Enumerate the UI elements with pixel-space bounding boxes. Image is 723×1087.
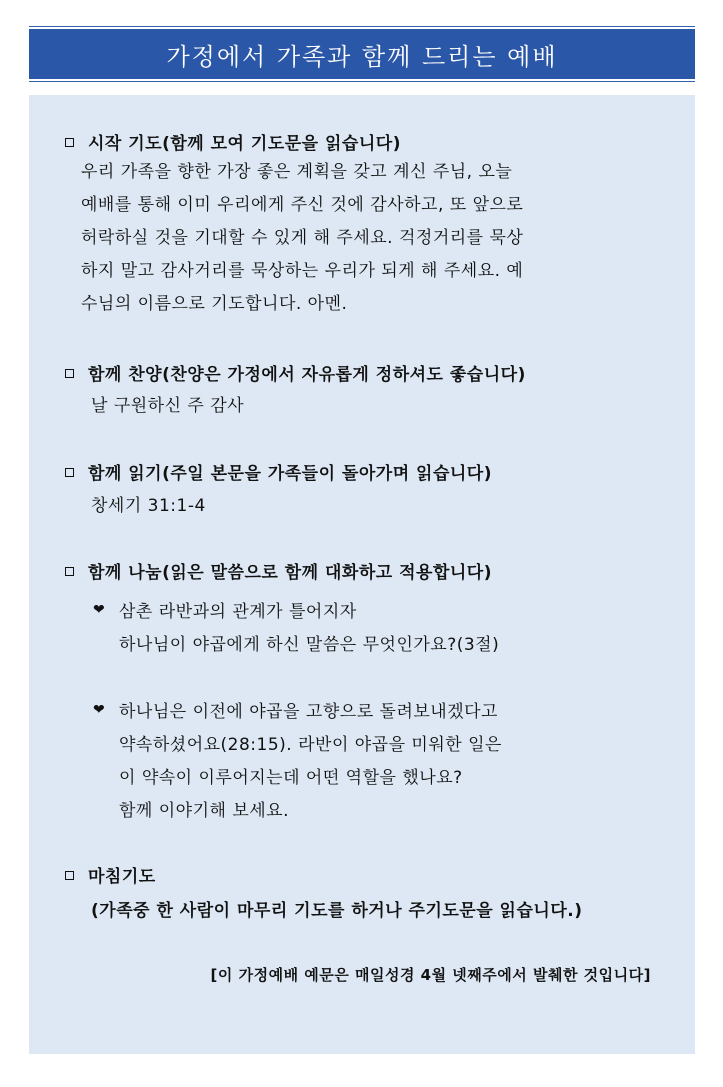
page-title: 가정에서 가족과 함께 드리는 예배 xyxy=(166,42,558,71)
opening-line-1: 우리 가족을 향한 가장 좋은 계획을 갖고 계신 주님, 오늘 xyxy=(81,162,513,182)
checkbox-icon xyxy=(65,871,74,880)
content-panel xyxy=(29,95,695,1054)
opening-line-2: 예배를 통해 이미 우리에게 주신 것에 감사하고, 또 앞으로 xyxy=(81,195,524,215)
sharing-q2-line-3: 이 약속이 이루어지는데 어떤 역할을 했나요? xyxy=(119,768,463,788)
checkbox-icon xyxy=(65,138,74,147)
reading-passage: 창세기 31:1-4 xyxy=(91,496,206,516)
heart-icon: ❤ xyxy=(93,602,105,618)
opening-line-3: 허락하실 것을 기대할 수 있게 해 주세요. 걱정거리를 묵상 xyxy=(81,228,524,248)
sharing-q2-line-2: 약속하셨어요(28:15). 라반이 야곱을 미워한 일은 xyxy=(119,735,502,755)
section-title-praise: 함께 찬양(찬양은 가정에서 자유롭게 정하셔도 좋습니다) xyxy=(65,360,526,385)
closing-subtitle: (가족중 한 사람이 마무리 기도를 하거나 주기도문을 읽습니다.) xyxy=(91,901,583,921)
page-title-bar xyxy=(29,29,695,79)
section-title-reading: 함께 읽기(주일 본문을 가족들이 돌아가며 읽습니다) xyxy=(65,459,492,484)
section-title-closing: 마침기도 xyxy=(65,862,156,887)
checkbox-icon xyxy=(65,369,74,378)
heart-icon: ❤ xyxy=(93,702,105,718)
praise-song: 날 구원하신 주 감사 xyxy=(91,396,245,416)
section-title-opening: 시작 기도(함께 모여 기도문을 읽습니다) xyxy=(65,129,401,154)
header-bottom-rule xyxy=(29,81,695,82)
sharing-q1-line-2: 하나님이 야곱에게 하신 말씀은 무엇인가요?(3절) xyxy=(119,635,500,655)
footer-note: [이 가정예배 예문은 매일성경 4월 넷째주에서 발췌한 것입니다] xyxy=(210,966,651,984)
opening-line-5: 수님의 이름으로 기도합니다. 아멘. xyxy=(81,294,348,314)
header-top-rule xyxy=(29,26,695,27)
checkbox-icon xyxy=(65,468,74,477)
checkbox-icon xyxy=(65,567,74,576)
section-title-sharing: 함께 나눔(읽은 말씀으로 함께 대화하고 적용합니다) xyxy=(65,558,492,583)
sharing-q1-line-1: 삼촌 라반과의 관계가 틀어지자 xyxy=(119,602,357,622)
opening-line-4: 하지 말고 감사거리를 묵상하는 우리가 되게 해 주세요. 예 xyxy=(81,261,524,281)
sharing-q2-line-4: 함께 이야기해 보세요. xyxy=(119,801,290,821)
sharing-q2-line-1: 하나님은 이전에 야곱을 고향으로 돌려보내겠다고 xyxy=(119,702,498,722)
